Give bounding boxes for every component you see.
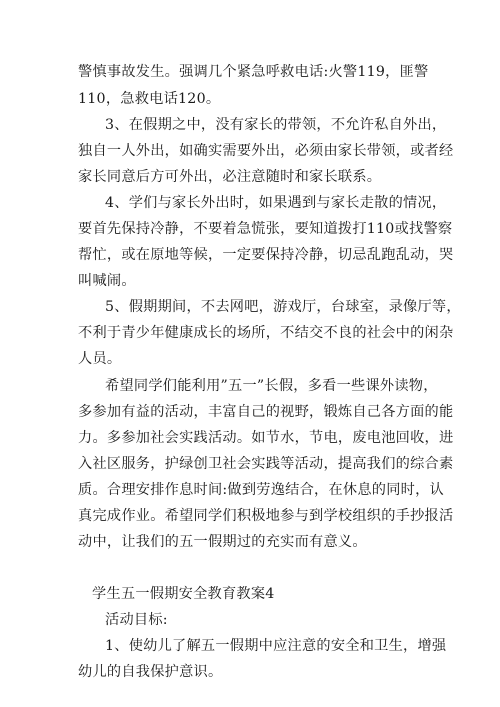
body-line: 幼儿的自我保护意识。 bbox=[78, 664, 223, 680]
body-line: 独自一人外出，如确实需要外出，必须由家长带领，或者经 bbox=[78, 143, 454, 159]
body-line: 入社区服务，护绿创卫社会实践等活动，提高我们的综合素 bbox=[78, 456, 454, 472]
body-line: 多参加有益的活动，丰富自己的视野，锻炼自己各方面的能 bbox=[78, 404, 454, 420]
closing-paragraph-line: 希望同学们能利用”五一”长假，多看一些课外读物， bbox=[105, 378, 438, 394]
body-line: 力。多参加社会实践活动。如节水，节电，废电池回收，进 bbox=[78, 430, 454, 446]
body-line: 不利于青少年健康成长的场所，不结交不良的社会中的闲杂 bbox=[78, 325, 454, 341]
body-line: 家长同意后方可外出，必注意随时和家长联系。 bbox=[78, 169, 382, 185]
goal-item-line: 1、使幼儿了解五一假期中应注意的安全和卫生，增强 bbox=[105, 638, 447, 654]
body-line: 帮忙，或在原地等候，一定要保持冷静，切忌乱跑乱动，哭 bbox=[78, 247, 454, 263]
body-line: 真完成作业。希望同学们积极地参与到学校组织的手抄报活 bbox=[78, 508, 454, 524]
section-title: 学生五一假期安全教育教案4 bbox=[92, 586, 275, 602]
body-line: 要首先保持冷静，不要着急慌张，要知道拨打110或找警察 bbox=[78, 221, 453, 237]
body-line: 叫喊闹。 bbox=[78, 273, 136, 289]
body-line: 警慎事故发生。强调几个紧急呼救电话:火警119，匪警 bbox=[78, 64, 429, 80]
body-line: 110，急救电话120。 bbox=[78, 91, 221, 107]
paragraph-3-line: 3、在假期之中，没有家长的带领，不允许私自外出， bbox=[105, 117, 447, 133]
paragraph-4-line: 4、学们与家长外出时，如果遇到与家长走散的情况， bbox=[105, 195, 447, 211]
body-line: 人员。 bbox=[78, 351, 122, 367]
body-line: 动中，让我们的五一假期过的充实而有意义。 bbox=[78, 534, 367, 550]
body-line: 质。合理安排作息时间:做到劳逸结合，在休息的同时，认 bbox=[78, 482, 444, 498]
paragraph-5-line: 5、假期期间，不去网吧，游戏厅，台球室，录像厅等， bbox=[105, 299, 461, 315]
activity-goal-heading: 活动目标: bbox=[105, 612, 168, 628]
